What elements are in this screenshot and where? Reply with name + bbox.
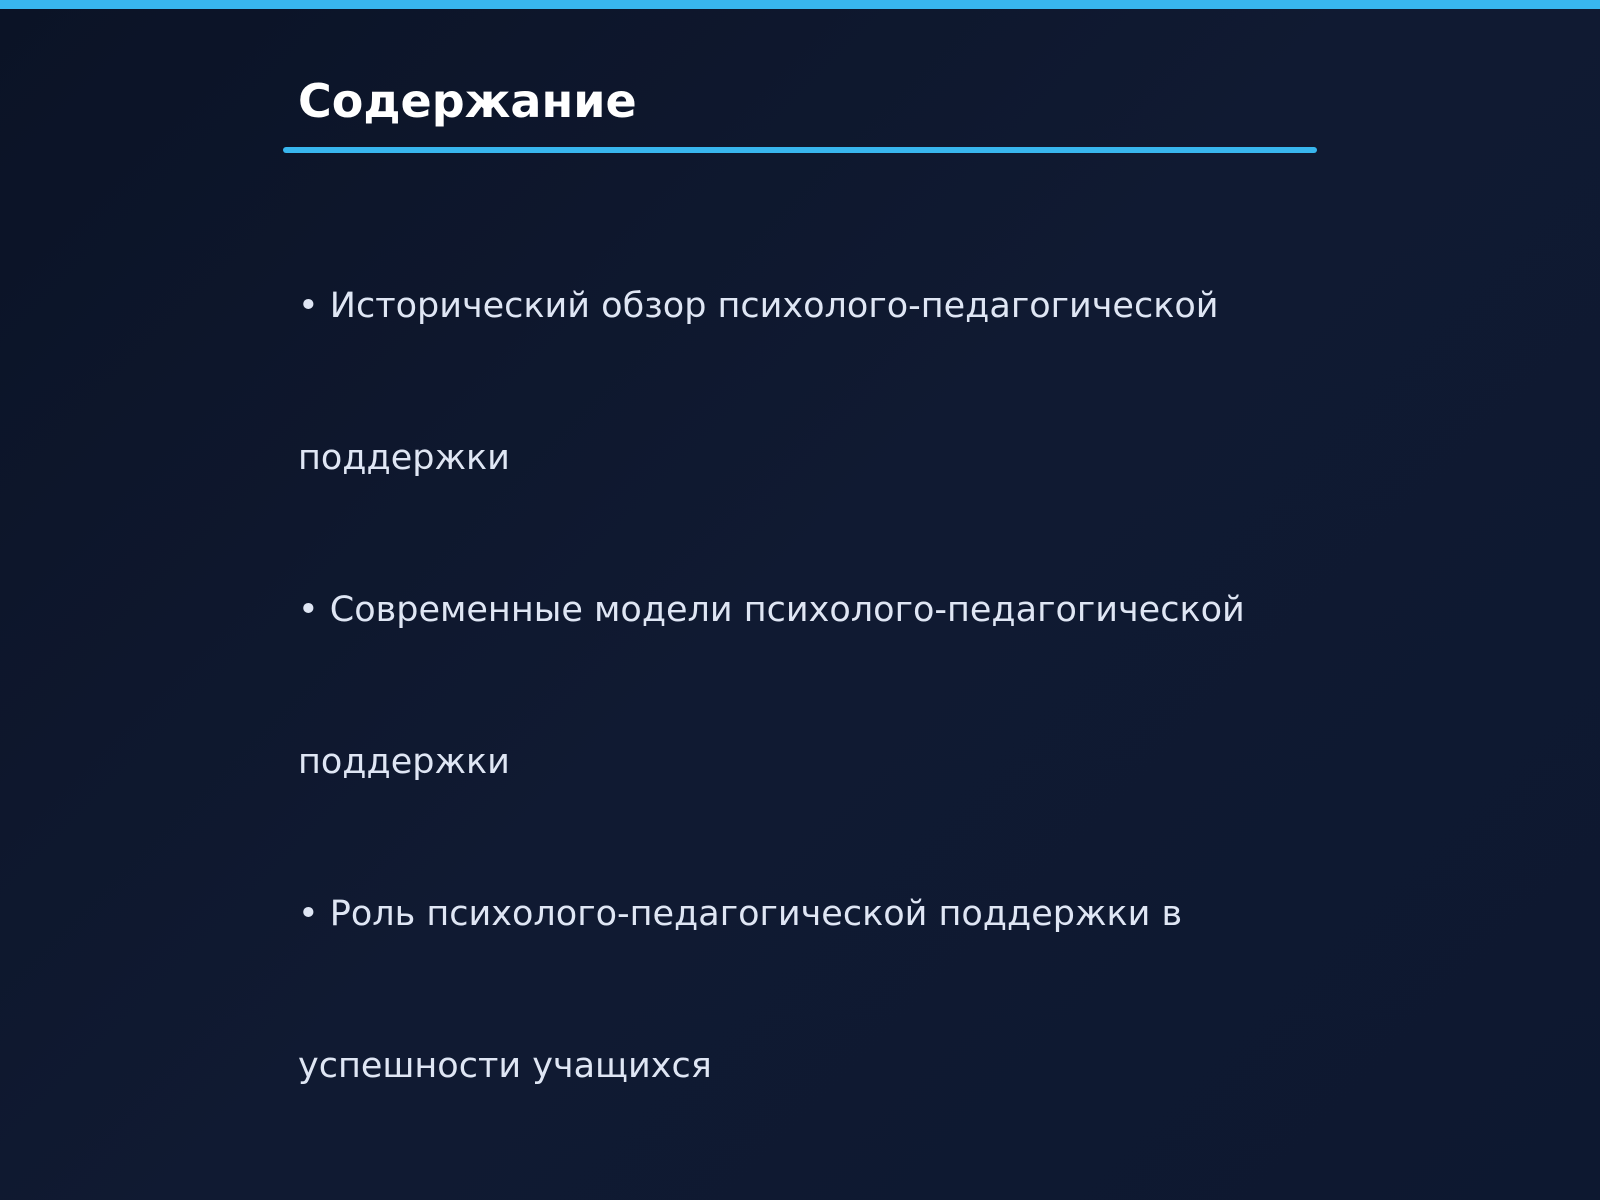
top-accent-bar — [0, 0, 1600, 9]
contents-list — [298, 254, 1348, 1166]
title-underline — [283, 147, 1317, 153]
list-item-1-line-2: поддержки — [298, 438, 510, 478]
list-item-2-line-2: поддержки — [298, 742, 510, 782]
list-item-1-line-1: • Исторический обзор психолого-педагогической — [298, 286, 1219, 326]
list-item-3-line-2: успешности учащихся — [298, 1046, 712, 1086]
list-item-3-line-1: • Роль психолого-педагогической поддержки в — [298, 894, 1183, 934]
slide-title: Содержание — [298, 74, 637, 128]
list-item-2-line-1: • Современные модели психолого-педагогической — [298, 590, 1245, 630]
